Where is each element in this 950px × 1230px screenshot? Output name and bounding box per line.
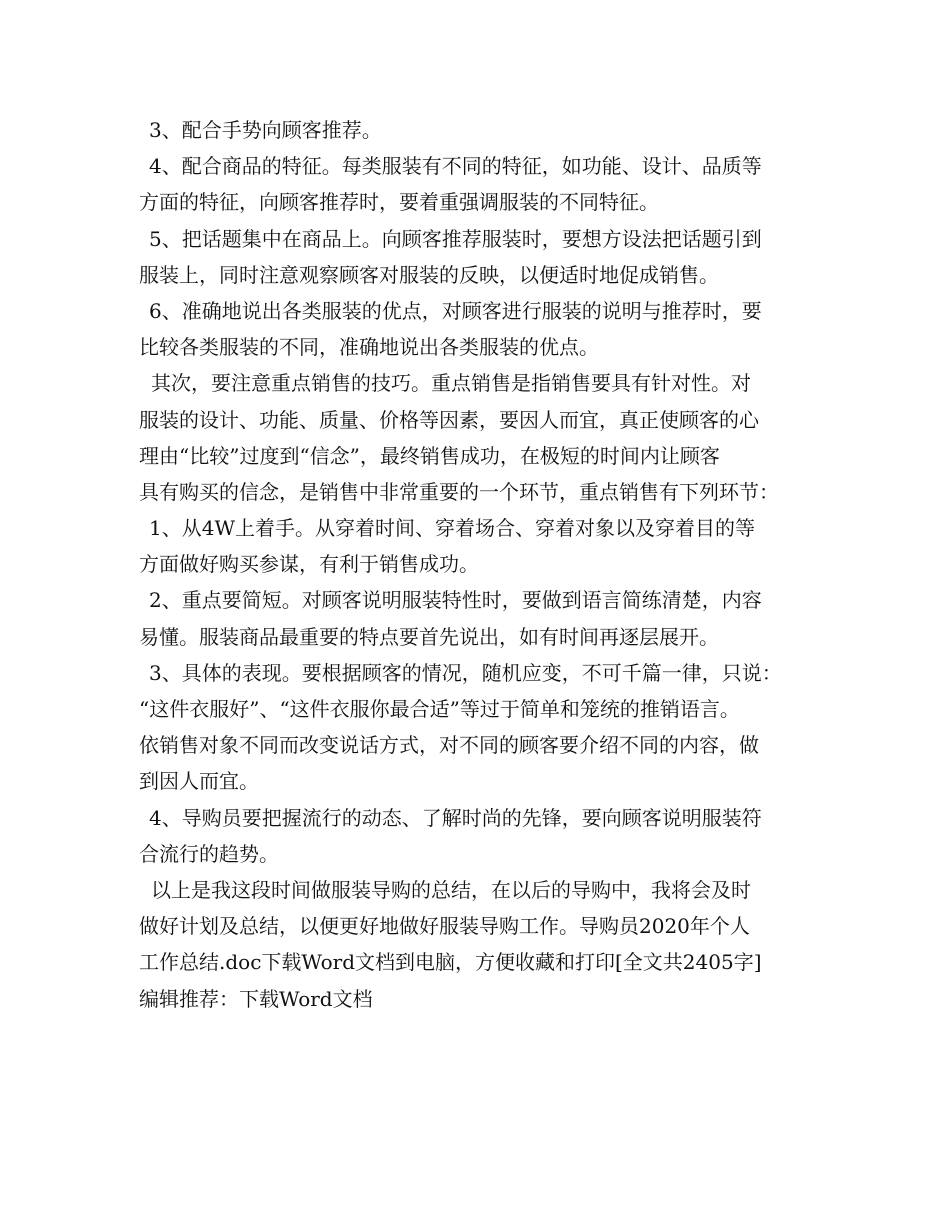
text-line: 服装的设计、功能、质量、价格等因素，要因人而宜，真正使顾客的心 (139, 407, 759, 432)
text-line: 方面做好购买参谋，有利于销售成功。 (139, 552, 479, 577)
text-line: 服装上，同时注意观察顾客对服装的反映，以便适时地促成销售。 (139, 262, 719, 287)
document-body (139, 112, 829, 1017)
text-line: 工作总结.doc下载Word文档到电脑，方便收藏和打印[全文共2405字] (139, 950, 762, 975)
text-line: 理由“比较”过度到“信念”，最终销售成功，在极短的时间内让顾客 (139, 443, 720, 468)
text-line: 6、准确地说出各类服装的优点，对顾客进行服装的说明与推荐时，要 (149, 298, 762, 323)
text-line: 3、具体的表现。要根据顾客的情况，随机应变，不可千篇一律，只说： (149, 660, 782, 685)
text-line: 具有购买的信念，是销售中非常重要的一个环节，重点销售有下列环节： (139, 479, 779, 504)
text-line: 到因人而宜。 (139, 769, 259, 794)
text-line: 以上是我这段时间做服装导购的总结，在以后的导购中，我将会及时 (151, 877, 751, 902)
text-line: 其次，要注意重点销售的技巧。重点销售是指销售要具有针对性。对 (151, 371, 751, 396)
text-line: 做好计划及总结，以便更好地做好服装导购工作。导购员2020年个人 (139, 914, 750, 939)
text-line: 易懂。服装商品最重要的特点要首先说出，如有时间再逐层展开。 (139, 624, 719, 649)
text-line: 编辑推荐：下载Word文档 (139, 986, 373, 1011)
text-line: 3、配合手势向顾客推荐。 (149, 118, 382, 142)
text-line: “这件衣服好”、“这件衣服你最合适”等过于简单和笼统的推销语言。 (139, 697, 740, 721)
text-line: 1、从4W上着手。从穿着时间、穿着场合、穿着对象以及穿着目的等 (149, 516, 756, 541)
text-line: 4、配合商品的特征。每类服装有不同的特征，如功能、设计、品质等 (149, 154, 762, 179)
text-line: 依销售对象不同而改变说话方式，对不同的顾客要介绍不同的内容，做 (139, 733, 759, 758)
text-line: 合流行的趋势。 (139, 841, 279, 866)
text-line: 方面的特征，向顾客推荐时，要着重强调服装的不同特征。 (139, 190, 659, 215)
text-line: 4、导购员要把握流行的动态、了解时尚的先锋，要向顾客说明服装符 (149, 805, 762, 830)
text-line: 5、把话题集中在商品上。向顾客推荐服装时，要想方设法把话题引到 (149, 226, 762, 251)
text-line: 2、重点要简短。对顾客说明服装特性时，要做到语言简练清楚，内容 (149, 588, 762, 613)
text-line: 比较各类服装的不同，准确地说出各类服装的优点。 (139, 335, 599, 360)
